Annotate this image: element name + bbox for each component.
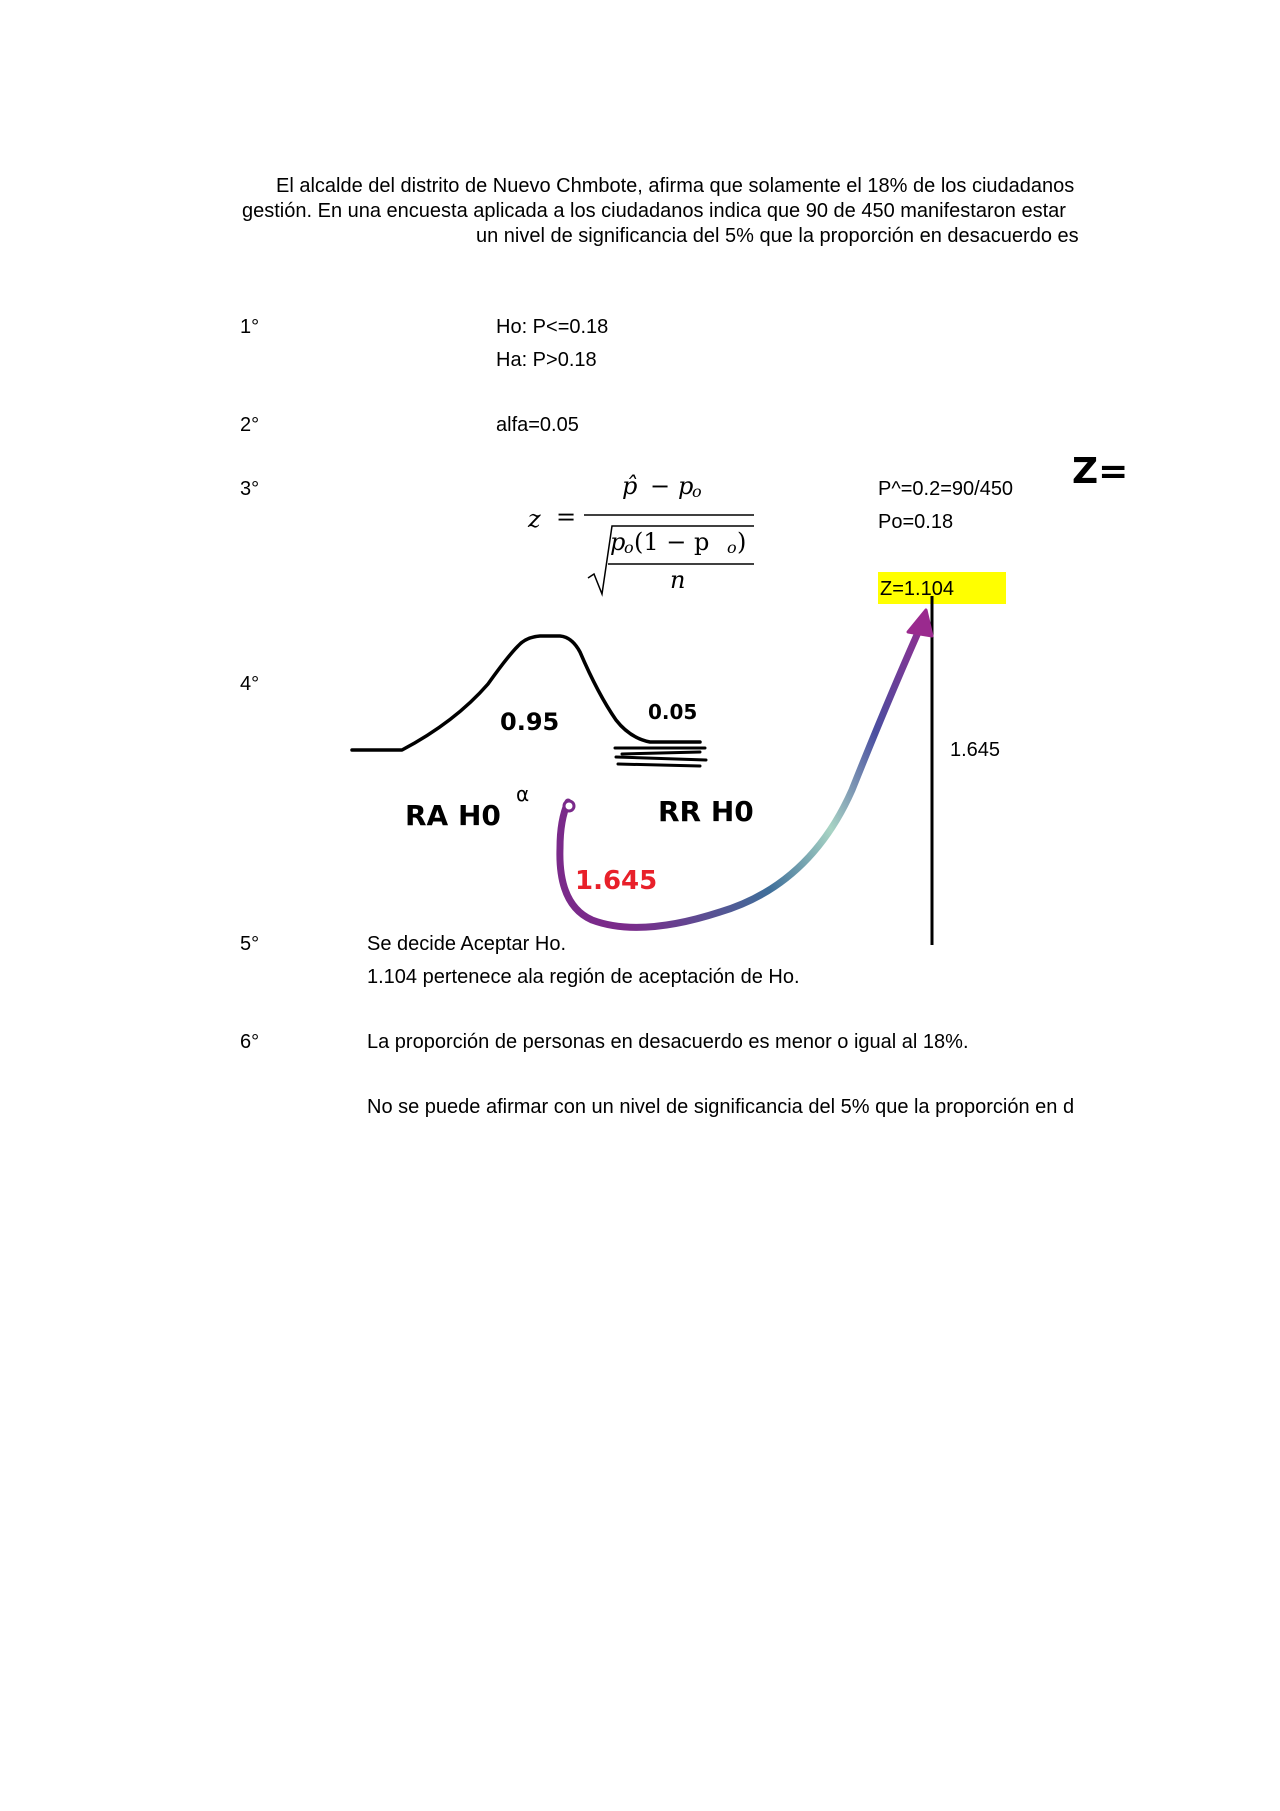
decision: Se decide Aceptar Ho. bbox=[367, 933, 567, 955]
handwritten-z: Z= bbox=[1072, 451, 1129, 492]
step-6-number: 6° bbox=[240, 1031, 260, 1053]
significance-level: alfa=0.05 bbox=[496, 414, 579, 436]
alt-hypothesis: Ha: P>0.18 bbox=[496, 349, 597, 371]
step-4-number: 4° bbox=[240, 673, 260, 695]
formula-equals: = bbox=[556, 503, 577, 531]
formula-po-den-sub: o bbox=[624, 538, 634, 557]
step-2-number: 2° bbox=[240, 414, 260, 436]
formula-po-num-sub: o bbox=[692, 482, 702, 501]
formula-n: n bbox=[670, 566, 686, 594]
po-value: Po=0.18 bbox=[878, 511, 954, 533]
arrow-start bbox=[564, 801, 574, 811]
curved-arrow bbox=[560, 628, 920, 927]
critical-value: 1.645 bbox=[950, 739, 1001, 761]
phat-calculation: P^=0.2=90/450 bbox=[878, 478, 1014, 500]
problem-line-1: El alcalde del distrito de Nuevo Chmbote, afirma que solamente el 18% de los ciudadanos bbox=[276, 175, 1075, 197]
conclusion: La proporción de personas en desacuerdo es menor o igual al 18%. bbox=[367, 1031, 969, 1053]
null-hypothesis: Ho: P<=0.18 bbox=[496, 316, 609, 338]
step-5-number: 5° bbox=[240, 933, 260, 955]
formula-po-num: p bbox=[678, 472, 694, 500]
final-statement: No se puede afirmar con un nivel de significancia del 5% que la proporción en d bbox=[367, 1096, 1075, 1118]
formula-z: z bbox=[528, 505, 541, 533]
formula-paren: (1 − p bbox=[634, 528, 710, 556]
alpha-mark: α bbox=[516, 782, 530, 806]
formula-po-den-sub-2: o bbox=[727, 538, 737, 557]
distribution-curve bbox=[352, 636, 700, 750]
arrow-head bbox=[908, 610, 932, 636]
step-1-number: 1° bbox=[240, 316, 260, 338]
step-3-number: 3° bbox=[240, 478, 260, 500]
formula-close-paren: ) bbox=[737, 528, 747, 556]
rejection-area-label: 0.05 bbox=[648, 700, 698, 724]
critical-value-red: 1.645 bbox=[575, 866, 658, 896]
decision-reason: 1.104 pertenece ala región de aceptación de Ho. bbox=[367, 966, 800, 988]
formula-phat: p̂ bbox=[622, 472, 638, 500]
acceptance-area-label: 0.95 bbox=[500, 708, 560, 736]
rr-label: RR H0 bbox=[658, 795, 754, 828]
scribble bbox=[615, 748, 706, 766]
ra-label: RA H0 bbox=[405, 799, 501, 832]
z-value: Z=1.104 bbox=[880, 578, 954, 600]
problem-line-2: gestión. En una encuesta aplicada a los ciudadanos indica que 90 de 450 manifestaron estar bbox=[242, 200, 1066, 222]
formula-minus: − bbox=[650, 472, 671, 500]
formula-po-den: p bbox=[610, 528, 626, 556]
problem-line-3: un nivel de significancia del 5% que la proporción en desacuerdo es bbox=[476, 225, 1079, 247]
